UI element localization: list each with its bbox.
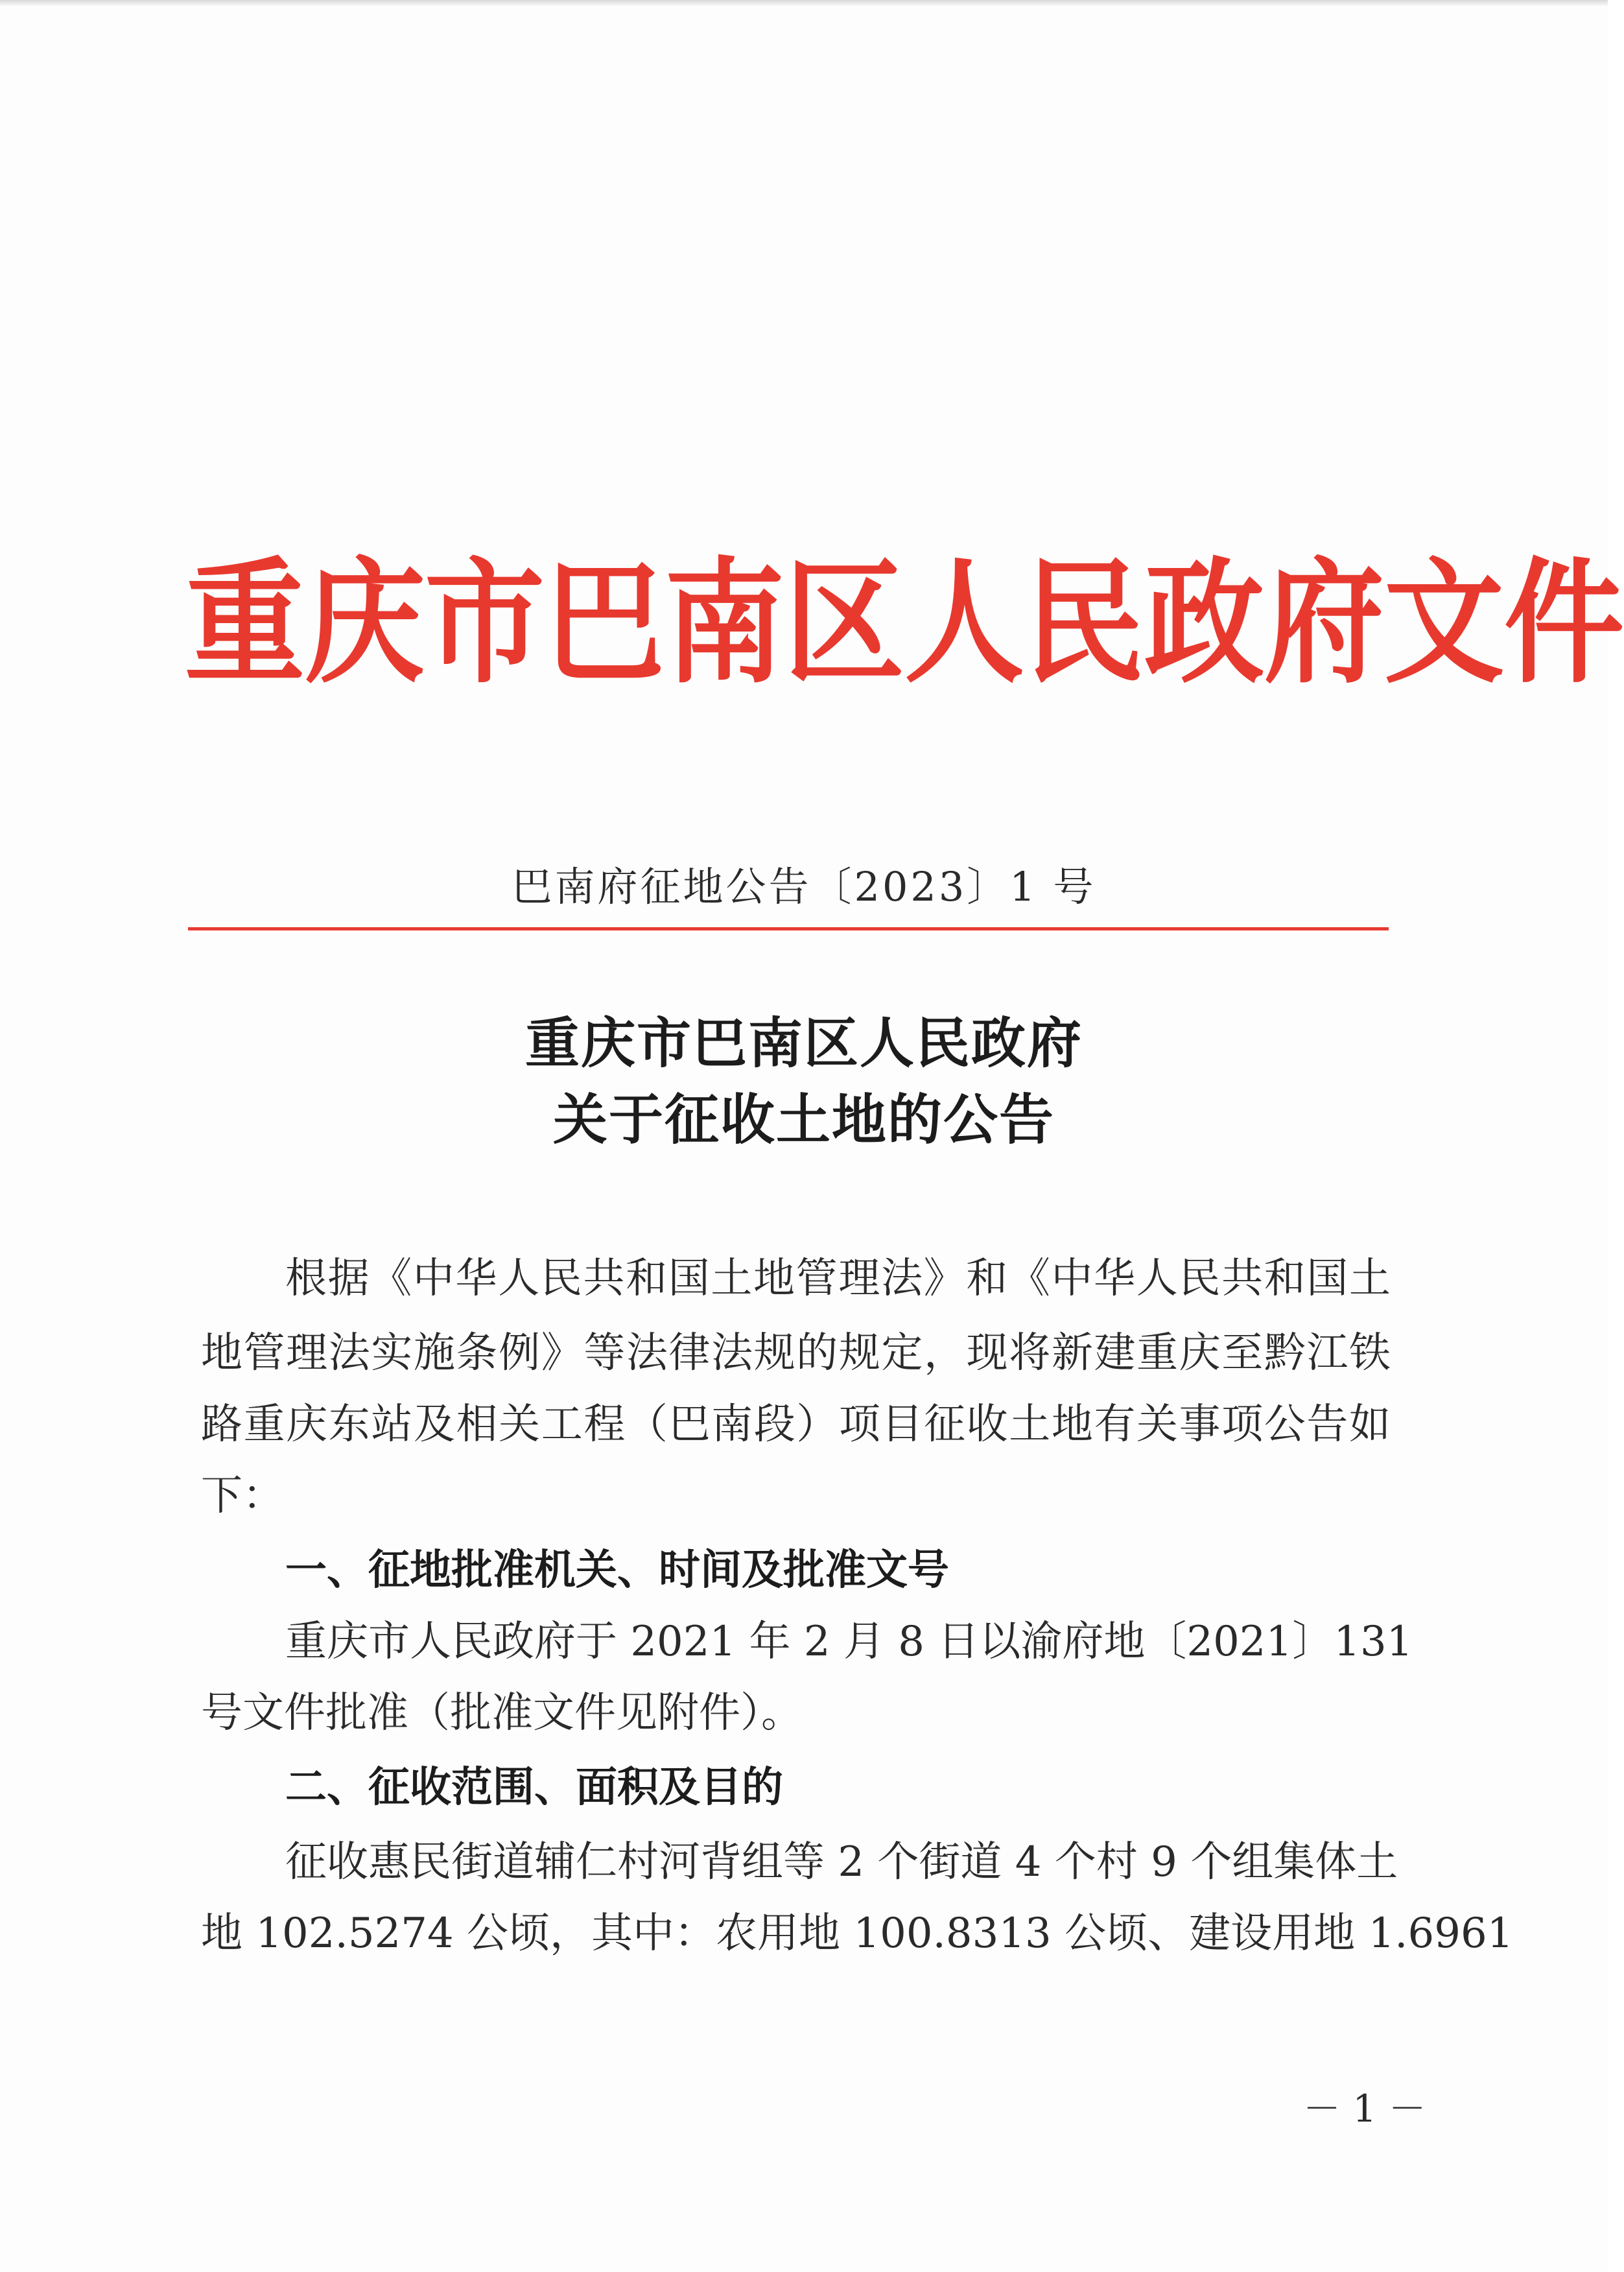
section-2-line-1: 征收惠民街道辅仁村河背组等 2 个街道 4 个村 9 个组集体土 <box>285 1838 1398 1886</box>
masthead-char: 庆 <box>305 543 425 702</box>
intro-line-2: 地管理法实施条例》等法律法规的规定，现将新建重庆至黔江铁 <box>201 1329 1391 1377</box>
intro-line-3: 路重庆东站及相关工程（巴南段）项目征收土地有关事项公告如 <box>201 1401 1391 1449</box>
section-1-line-2: 号文件批准（批准文件见附件）。 <box>201 1689 803 1737</box>
document-number: 巴南府征地公告〔2023〕1 号 <box>512 863 1096 910</box>
section-1-line-1: 重庆市人民政府于 2021 年 2 月 8 日以渝府地〔2021〕131 <box>285 1618 1413 1666</box>
masthead-char: 巴 <box>545 543 665 702</box>
document-title-line-2: 关于征收土地的公告 <box>552 1087 1055 1152</box>
masthead-char: 人 <box>904 543 1024 702</box>
section-1-heading: 一、征地批准机关、时间及批准文号 <box>285 1546 949 1594</box>
masthead-char: 文 <box>1384 543 1504 702</box>
masthead-char: 件 <box>1504 543 1624 702</box>
masthead-char: 政 <box>1144 543 1264 702</box>
masthead-char: 市 <box>425 543 545 702</box>
masthead-char: 府 <box>1264 543 1384 702</box>
masthead-char: 重 <box>185 543 305 702</box>
intro-line-1: 根据《中华人民共和国土地管理法》和《中华人民共和国土 <box>285 1255 1391 1303</box>
scan-edge-shadow <box>0 0 1608 6</box>
masthead-char: 区 <box>784 543 904 702</box>
page-number: － 1 － <box>1303 2087 1426 2131</box>
intro-line-4: 下： <box>201 1472 284 1520</box>
masthead-char: 民 <box>1024 543 1144 702</box>
document-title-line-1: 重庆市巴南区人民政府 <box>524 1011 1083 1075</box>
section-2-line-2: 地 102.5274 公顷，其中：农用地 100.8313 公顷、建设用地 1.6961 <box>201 1910 1514 1958</box>
section-2-heading: 二、征收范围、面积及目的 <box>285 1764 783 1812</box>
masthead-red-header <box>185 538 1624 707</box>
red-separator-line <box>188 927 1389 930</box>
masthead-char: 南 <box>665 543 784 702</box>
